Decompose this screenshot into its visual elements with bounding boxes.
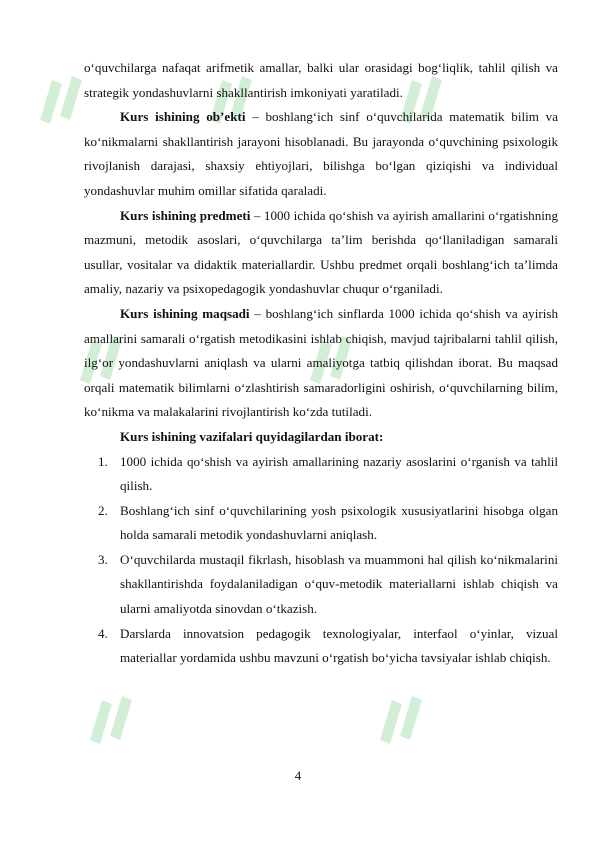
watermark-logo-icon [30,70,90,130]
watermark-logo-icon [80,690,140,750]
list-item-text: O‘quvchilarda mustaqil fikrlash, hisoblash va muammoni hal qilish ko‘nikmalarini shakllantirishda foydalaniladigan o‘quv-metodik materiallarni ishlab chiqish va ularni amaliyotda sinovdan o‘tkazish. [120,551,558,617]
list-item-number: 4. [98,625,108,641]
paragraph-object [84,105,558,203]
paragraph-subject [84,204,558,302]
list-item-number: 3. [98,551,108,567]
paragraph-goal [84,302,558,425]
paragraph-continuation: o‘quvchilarga nafaqat arifmetik amallar, balki ular orasidagi bog‘liqlik, tahlil qilish va strategik yondashuvlarni shakllantirish imkoniyati yaratiladi. [84,60,558,100]
subject-label: Kurs ishining predmeti [120,207,251,223]
object-text: – boshlang‘ich sinf o‘quvchilarida matematik bilim va ko‘nikmalarni shakllantirish jarayoni hisoblanadi. Bu jarayonda o‘quvchining psixologik rivojlanish darajasi, shaxsiy ehtiyojlari, bilishga bo‘lgan qiziqishi va individual yondashuvlar muhim omillar sifatida qaraladi. [84,109,559,198]
goal-text: – boshlang‘ich sinflarda 1000 ichida qo‘shish va ayirish amallarini samarali o‘rgatish metodikasini ishlab chiqish, mavjud tajribalarni tahlil qilish, ilg‘or yondashuvlarni aniqlash va ularni amaliyotga tatbiq qilishdan iborat. Bu maqsad orqali matematik bilimlarni o‘zlashtirish samaradorligini oshirish, o‘quvchilarning bilim, ko‘nikma va malakalarini rivojlantirish ko‘zda tutiladi. [84,305,559,420]
list-item [84,499,558,548]
page-number: 4 [294,768,302,783]
tasks-heading: Kurs ishining vazifalari quyidagilardan iborat: [120,428,384,444]
tasks-list [84,450,558,671]
body-text [84,56,558,671]
object-label: Kurs ishining ob’ekti [120,109,246,125]
list-item-number: 2. [98,502,108,518]
list-item [84,450,558,499]
list-item [84,622,558,671]
list-item-text: Darslarda innovatsion pedagogik texnologiyalar, interfaol o‘yinlar, vizual materiallar yordamida ushbu mavzuni o‘rgatish bo‘yicha tavsiyalar ishlab chiqish. [120,625,558,666]
list-item [84,548,558,622]
goal-label: Kurs ishining maqsadi [120,305,250,321]
watermark-logo-icon [370,690,430,750]
list-item-number: 1. [98,453,108,469]
list-item-text: 1000 ichida qo‘shish va ayirish amallarining nazariy asoslarini o‘rganish va tahlil qilish. [120,453,558,494]
subject-text: – 1000 ichida qo‘shish va ayirish amallarini o‘rgatishning mazmuni, metodik asoslari, o‘quvchilarga ta’lim berishda qo‘llaniladigan samarali usullar, vositalar va didaktik materiallardir. Ushbu predmet orqali boshlang‘ich ta’limda amaliy, nazariy va psixopedagogik yondashuvlar chuqur o‘rganiladi. [84,207,558,297]
list-item-text: Boshlang‘ich sinf o‘quvchilarining yosh psixologik xususiyatlarini hisobga olgan holda samarali metodik yondashuvlarni aniqlash. [120,502,558,543]
